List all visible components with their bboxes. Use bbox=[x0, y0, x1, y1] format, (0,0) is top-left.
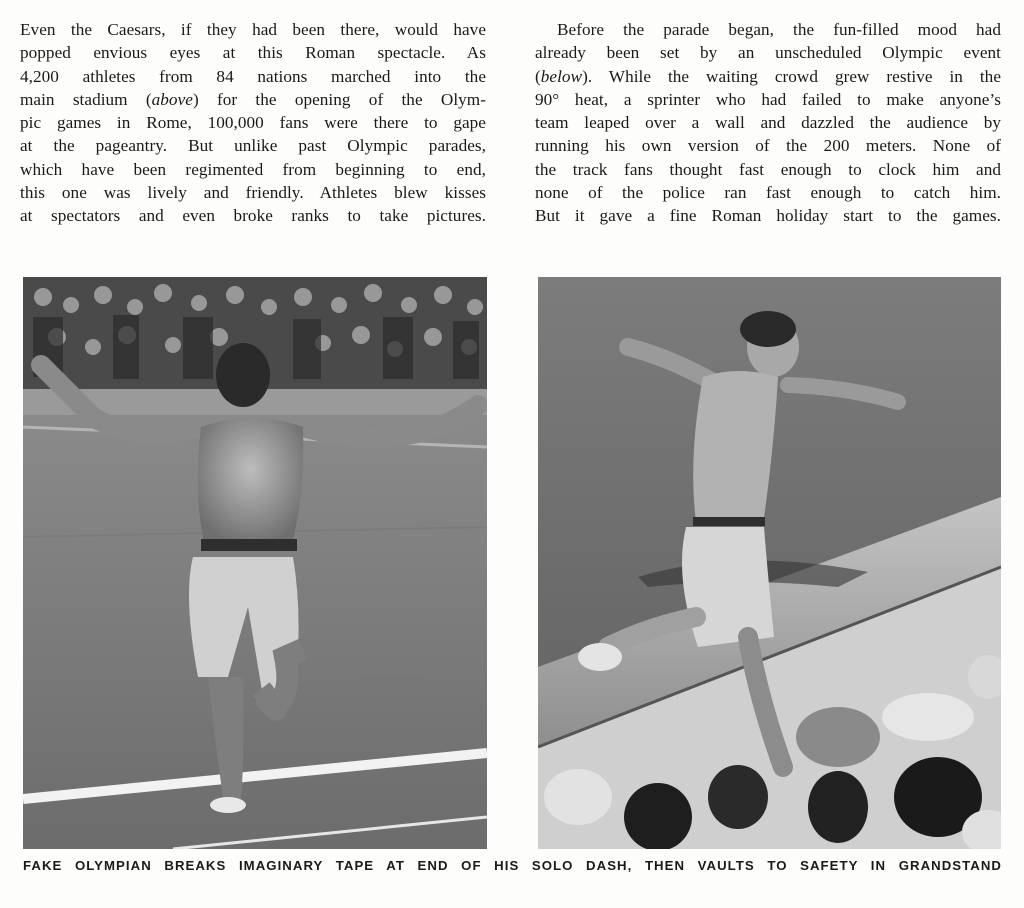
text-line: already been set by an unscheduled Olympic event bbox=[535, 43, 1001, 63]
text-line: none of the police ran fast enough to catch him. bbox=[535, 183, 1001, 203]
italic-reference: above bbox=[151, 89, 193, 109]
text-line: Before the parade began, the fun-filled mood had bbox=[557, 20, 1001, 39]
text-line: 4,200 athletes from 84 nations marched into the bbox=[20, 66, 486, 86]
text-line: this one was lively and friendly. Athletes blew kisses bbox=[20, 183, 486, 203]
text-line: the track fans thought fast enough to clock him and bbox=[535, 159, 1001, 179]
photo-runner-vaulting-wall bbox=[538, 277, 1001, 849]
right-text-column bbox=[535, 18, 1001, 228]
text-line: Even the Caesars, if they had been there, would have bbox=[20, 20, 486, 39]
text-line: popped envious eyes at this Roman spectacle. As bbox=[20, 43, 486, 63]
text-line: (below). While the waiting crowd grew restive in the bbox=[535, 66, 1001, 86]
text-line: which have been regimented from beginning to end, bbox=[20, 159, 486, 179]
runner-illustration bbox=[23, 277, 487, 849]
text-line: running his own version of the 200 meters. None of bbox=[535, 136, 1001, 156]
text-line: at spectators and even broke ranks to take pictures. bbox=[20, 206, 486, 226]
left-text-column bbox=[20, 18, 486, 228]
text-line: 90° heat, a sprinter who had failed to make anyone’s bbox=[535, 89, 1001, 109]
photo-caption: FAKE OLYMPIAN BREAKS IMAGINARY TAPE AT END OF HIS SOLO DASH, THEN VAULTS TO SAFETY IN GRANDSTAND bbox=[23, 858, 1002, 873]
text-line: team leaped over a wall and dazzled the audience by bbox=[535, 113, 1001, 133]
photo-runner-breaking-tape bbox=[23, 277, 487, 849]
text-line: But it gave a fine Roman holiday start to the games. bbox=[535, 206, 1001, 226]
text-line: main stadium (above) for the opening of the Olym- bbox=[20, 89, 487, 109]
italic-reference: below bbox=[540, 66, 583, 86]
text-line: at the pageantry. But unlike past Olympic parades, bbox=[20, 136, 486, 156]
text-line: pic games in Rome, 100,000 fans were there to gape bbox=[20, 113, 486, 133]
vault-illustration bbox=[538, 277, 1001, 849]
